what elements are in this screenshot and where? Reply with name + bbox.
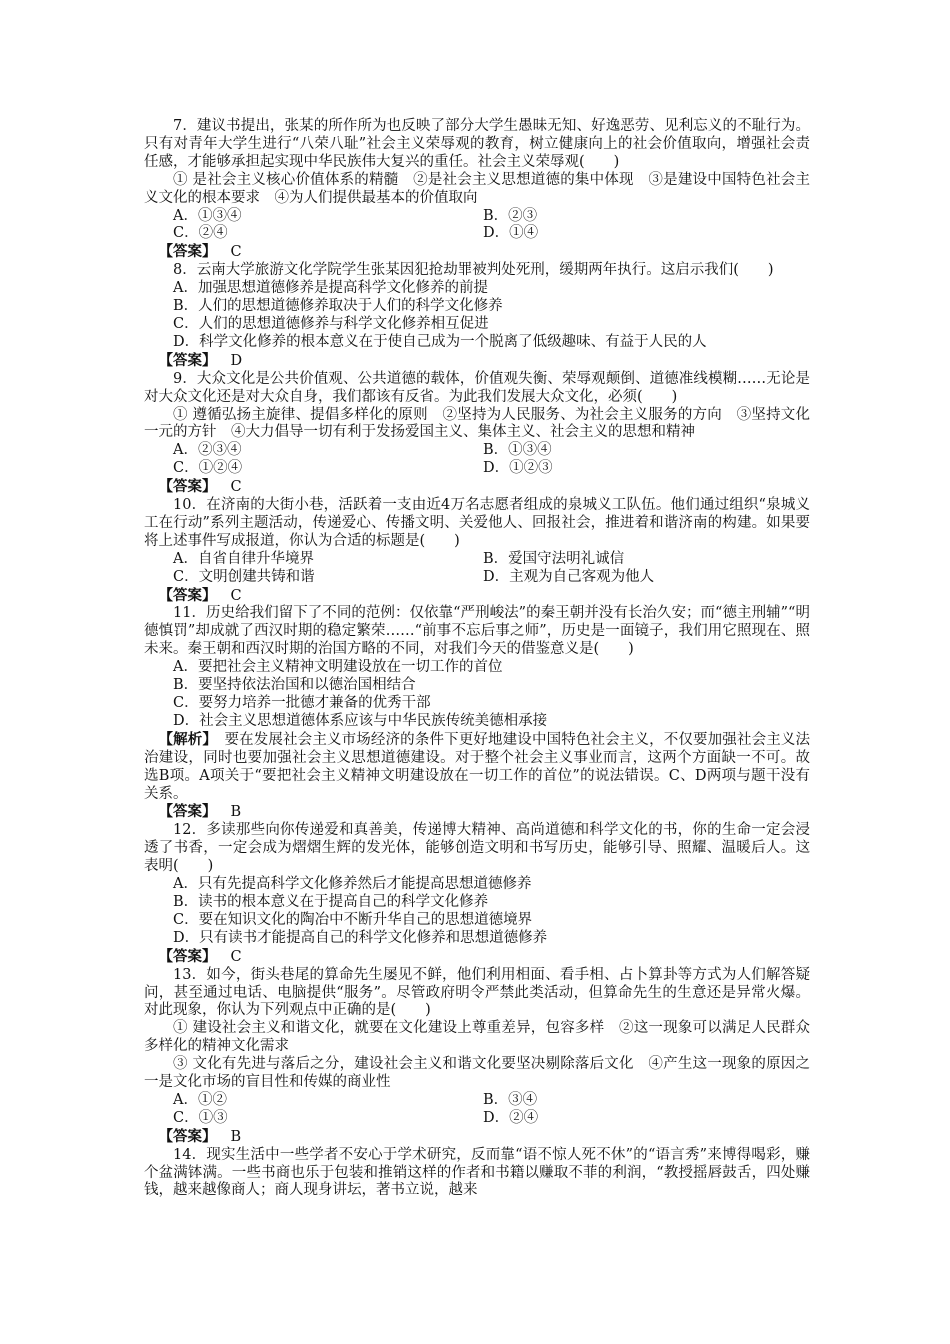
answer-value: C [230, 244, 242, 261]
question-8-option-b: B．人们的思想道德修养取决于人们的科学文化修养 [173, 298, 503, 315]
question-9-option-b: B．①③④ [483, 442, 552, 459]
question-10-option-a: A．自省自律升华境界 [173, 550, 314, 567]
question-13-option-d: D．②④ [483, 1109, 539, 1126]
question-12-option-a: A．只有先提高科学文化修养然后才能提高思想道德修养 [173, 876, 532, 893]
question-10-option-b: B．爱国守法明礼诚信 [483, 550, 625, 567]
question-13-option-b: B．③④ [483, 1091, 538, 1108]
answer-value: B [230, 1128, 242, 1145]
question-13-option-a: A．①② [173, 1091, 227, 1108]
answer-label: 【答案】 [158, 351, 217, 369]
answer-label: 【答案】 [158, 947, 217, 965]
answer-label: 【答案】 [158, 586, 217, 604]
question-8-answer [144, 352, 810, 371]
question-10-options-row-1 [144, 551, 810, 569]
question-11-analysis [144, 731, 810, 804]
question-7-statements: ① 是社会主义核心价值体系的精髓 ②是社会主义思想道德的集中体现 ③是建设中国特色社会主义文化的根本要求 ④为人们提供最基本的价值取向 [144, 171, 810, 206]
question-13-answer [144, 1128, 810, 1147]
question-9-statements: ① 遵循弘扬主旋律、提倡多样化的原则 ②坚持为人民服务、为社会主义服务的方向 ③坚持文化一元的方针 ④大力倡导一切有利于发扬爱国主义、集体主义、社会主义的思想和精神 [144, 406, 810, 441]
question-9-options-row-1 [144, 442, 810, 460]
question-7-stem: 7．建议书提出，张某的所作所为也反映了部分大学生愚昧无知、好逸恶劳、见利忘义的不耻行为。只有对青年大学生进行“八荣八耻”社会主义荣辱观的教育，树立健康向上的社会价值取向，增强社会责任感，才能够承担起实现中华民族伟大复兴的重任。社会主义荣辱观( ) [144, 118, 810, 170]
question-7-option-d: D．①④ [483, 225, 539, 242]
answer-label: 【答案】 [158, 243, 217, 261]
answer-value: B [230, 804, 242, 821]
question-13-options-row-1 [144, 1092, 810, 1110]
question-13-options-row-2 [144, 1110, 810, 1128]
question-8-option-c: C．人们的思想道德修养与科学文化修养相互促进 [173, 315, 489, 332]
question-9-answer [144, 478, 810, 497]
question-10-answer [144, 587, 810, 606]
answer-value: C [230, 587, 242, 604]
question-7-options-row-1 [144, 208, 810, 226]
question-11-option-d: D．社会主义思想道德体系应该与中华民族传统美德相承接 [173, 712, 548, 729]
question-14-stem: 14．现实生活中一些学者不安心于学术研究，反而靠“语不惊人死不休”的“语言秀”来博得喝彩，赚个盆满钵满。一些书商也乐于包装和推销这样的作者和书籍以赚取不菲的利润，“教授摇唇鼓舌，四处赚钱，越来越像商人；商人现身讲坛，著书立说，越来 [144, 1146, 810, 1199]
question-12-stem: 12．多读那些向你传递爱和真善美，传递博大精神、高尚道德和科学文化的书，你的生命一定会浸透了书香，一定会成为熠熠生辉的发光体，能够创造文明和书写历史，能够引导、照耀、温暖后人。这表明( ) [144, 822, 810, 875]
question-9-option-d: D．①②③ [483, 460, 553, 477]
answer-value: C [230, 479, 242, 496]
question-10-option-c: C．文明创建共铸和谐 [173, 568, 315, 585]
document-page [144, 118, 810, 1200]
question-13-option-c: C．①③ [173, 1109, 228, 1126]
answer-value: C [230, 948, 242, 965]
question-9-stem: 9．大众文化是公共价值观、公共道德的载体，价值观失衡、荣辱观颠倒、道德准线模糊……无论是对大众文化还是对大众自身，我们都该有反省。为此我们发展大众文化，必须( ) [144, 370, 810, 405]
answer-value: D [230, 352, 243, 369]
question-13-statements-2: ③ 文化有先进与落后之分，建设社会主义和谐文化要坚决剔除落后文化 ④产生这一现象的原因之一是文化市场的盲目性和传媒的商业性 [144, 1056, 810, 1091]
analysis-label: 【解析】 [158, 730, 210, 748]
question-10-option-d: D．主观为自己客观为他人 [483, 568, 655, 585]
question-8-option-d: D．科学文化修养的根本意义在于使自己成为一个脱离了低级趣味、有益于人民的人 [173, 333, 707, 350]
question-13-stem: 13．如今，街头巷尾的算命先生屡见不鲜，他们利用相面、看手相、占卜算卦等方式为人们解答疑问，甚至通过电话、电脑提供“服务”。尽管政府明令严禁此类活动，但算命先生的生意还是异常火爆。对此现象，你认为下列观点中正确的是( ) [144, 966, 810, 1019]
question-13-statements-1: ① 建设社会主义和谐文化，就要在文化建设上尊重差异，包容多样 ②这一现象可以满足人民群众多样化的精神文化需求 [144, 1020, 810, 1055]
question-12-option-d: D．只有读书才能提高自己的科学文化修养和思想道德修养 [173, 929, 548, 946]
question-7-option-b: B．②③ [483, 207, 538, 224]
question-11-answer [144, 803, 810, 822]
question-11-stem: 11．历史给我们留下了不同的范例：仅依靠“严刑峻法”的秦王朝并没有长治久安；而“德主刑辅”“明德慎罚”却成就了西汉时期的稳定繁荣……“前事不忘后事之师”，历史是一面镜子，我们用它照现在、照未来。秦王朝和西汉时期的治国方略的不同，对我们今天的借鉴意义是( ) [144, 605, 810, 658]
question-8-option-a: A．加强思想道德修养是提高科学文化修养的前提 [173, 280, 488, 297]
question-7-option-a: A．①③④ [173, 207, 242, 224]
question-9-options-row-2 [144, 460, 810, 478]
answer-label: 【答案】 [158, 803, 217, 821]
question-10-stem: 10．在济南的大街小巷，活跃着一支由近4万名志愿者组成的泉城义工队伍。他们通过组织“泉城义工在行动”系列主题活动，传递爱心、传播文明、关爱他人、回报社会，推进着和谐济南的构建。如果要将上述事件写成报道，你认为合适的标题是( ) [144, 497, 810, 549]
question-7-answer [144, 243, 810, 262]
question-11-option-b: B．要坚持依法治国和以德治国相结合 [173, 677, 416, 694]
question-8-stem: 8．云南大学旅游文化学院学生张某因犯抢劫罪被判处死刑，缓期两年执行。这启示我们( ) [173, 262, 774, 279]
question-12-option-c: C．要在知识文化的陶冶中不断升华自己的思想道德境界 [173, 911, 533, 928]
question-9-option-a: A．②③④ [173, 442, 242, 459]
analysis-text: 要在发展社会主义市场经济的条件下更好地建设中国特色社会主义，不仅要加强社会主义法治建设，同时也要加强社会主义思想道德建设。对于整个社会主义事业而言，这两个方面缺一不可。故选B项。A项关于“要把社会主义精神文明建设放在一切工作的首位”的说法错误。C、D两项与题干没有关系。 [144, 731, 811, 802]
question-11-option-a: A．要把社会主义精神文明建设放在一切工作的首位 [173, 659, 503, 676]
answer-label: 【答案】 [158, 1127, 217, 1145]
answer-label: 【答案】 [158, 478, 217, 496]
question-10-options-row-2 [144, 569, 810, 587]
question-11-option-c: C．要努力培养一批德才兼备的优秀干部 [173, 695, 431, 711]
question-12-option-b: B．读书的根本意义在于提高自己的科学文化修养 [173, 893, 489, 910]
question-7-options-row-2 [144, 225, 810, 243]
question-9-option-c: C．①②④ [173, 460, 243, 477]
question-7-option-c: C．②④ [173, 225, 228, 242]
question-12-answer [144, 948, 810, 967]
